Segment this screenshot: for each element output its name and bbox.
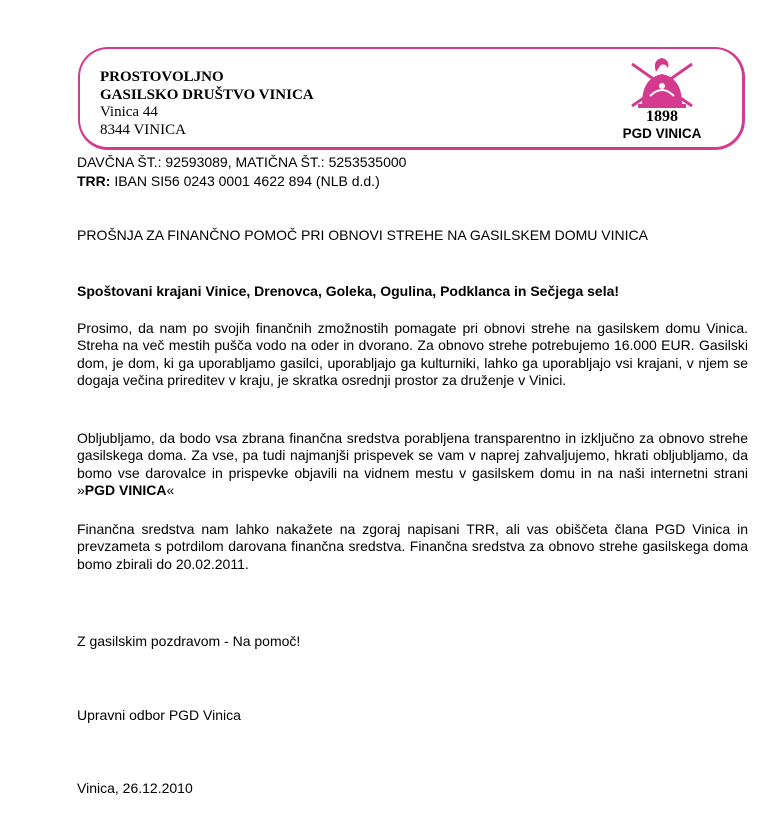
paragraph-promise-text: Obljubljamo, da bodo vsa zbrana finančna sredstva porabljena transparentno in izključno za obnovo strehe gasilskega doma. Za vse, pa tudi najmanjši prispevek se vam v naprej zahvaljujemo, hkrati obljubljamo, da bomo vse darovalce in prispevke objavili na vidnem mestu v gasilskem domu in na naši internetni strani »	[77, 430, 748, 499]
signature: Upravni odbor PGD Vinica	[77, 707, 241, 723]
paragraph-promise	[77, 430, 748, 500]
trr-value: IBAN SI56 0243 0001 4622 894 (NLB d.d.)	[110, 173, 380, 189]
logo-name: PGD VINICA	[622, 126, 702, 141]
trr-label: TRR:	[77, 173, 111, 189]
letter-subject: PROŠNJA ZA FINANČNO POMOČ PRI OBNOVI STREHE NA GASILSKEM DOMU VINICA	[77, 227, 648, 243]
firefighter-helmet-emblem-icon	[612, 56, 712, 110]
salutation: Spoštovani krajani Vinice, Drenovca, Goleka, Ogulina, Podklanca in Sečjega sela!	[77, 283, 620, 299]
org-name-line1: PROSTOVOLJNO	[100, 69, 224, 85]
bank-account-line	[77, 172, 380, 190]
greeting: Z gasilskim pozdravom - Na pomoč!	[77, 633, 301, 649]
place-date: Vinica, 26.12.2010	[77, 780, 193, 796]
org-name-line2: GASILSKO DRUŠTVO VINICA	[100, 86, 314, 103]
tax-id-line: DAVČNA ŠT.: 92593089, MATIČNA ŠT.: 5253535000	[77, 154, 407, 170]
paragraph-payment: Finančna sredstva nam lahko nakažete na zgoraj napisani TRR, ali vas obiščeta člana PGD Vinica in prevzameta s potrdilom darovana finančna sredstva. Finančna sredstva za obnovo strehe gasilskega doma bomo zbirali do 20.02.2011.	[77, 521, 748, 572]
organization-address	[100, 69, 314, 139]
paragraph-request: Prosimo, da nam po svojih finančnih zmožnostih pomagate pri obnovi strehe na gasilskem domu Vinica. Streha na več mestih pušča vodo na oder in dvorano. Za obnovo strehe potrebujemo 16.000 EUR. Gasilski dom, je dom, ki ga uporabljamo gasilci, uporabljajo ga kulturniki, lahko ga uporabljajo vsi krajani, v njem se dogaja večina prireditev v kraju, je skratka osrednji prostor za druženje v Vinici.	[77, 320, 748, 389]
paragraph-promise-end: «	[166, 482, 175, 499]
logo-year: 1898	[646, 108, 678, 125]
org-city: 8344 VINICA	[100, 121, 186, 138]
website-name: PGD VINICA	[84, 482, 167, 499]
org-street: Vinica 44	[100, 104, 158, 120]
pgd-logo	[612, 56, 722, 144]
